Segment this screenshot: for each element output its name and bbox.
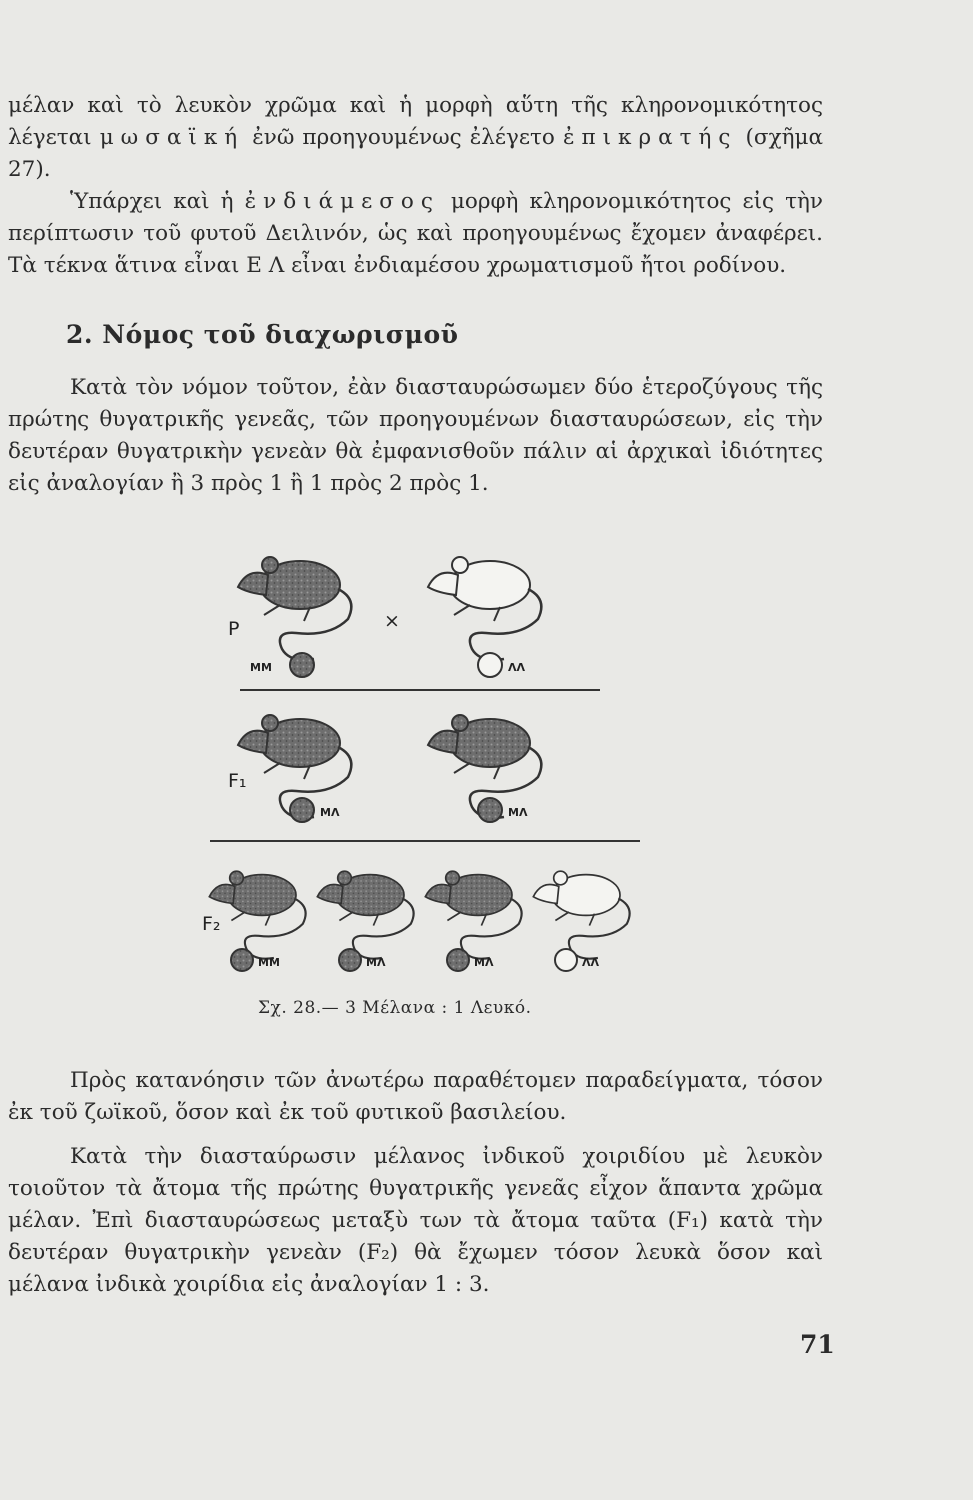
gamete-black-parent: [290, 653, 314, 677]
text-run: Κατὰ τὴν διασταύρωσιν μέλανος ἰνδικοῦ χοιριδίου μὲ λευκὸν τοιοῦτον τὰ ἄτομα τῆς πρώτης θυγατρικῆς γενεᾶς εἶχον ἅπαντα χρῶμα μέλαν. Ἐπὶ διασταυρώσεως μεταξὺ των τὰ ἄτομα ταῦτα (F₁) κατὰ τὴν δευτέραν θυγατρικὴν γενεὰν (F₂) θὰ ἔχωμεν τόσον λευκὰ ὅσον καὶ μέλανα ἰνδικὰ χοιρίδια εἰς ἀναλογίαν 1 : 3.: [8, 1144, 823, 1297]
black-mouse-f2-1: [209, 871, 305, 958]
black-mouse-f2-2: [317, 871, 413, 958]
spaced-term-intermediate: ἐνδιάμεσος: [244, 189, 440, 214]
gamete-f1-1: [290, 798, 314, 822]
genotype-f2-2: ΜΛ: [366, 956, 386, 969]
paragraph-2: [8, 186, 823, 282]
genotype-f1-1: ΜΛ: [320, 806, 340, 819]
text-run: μορφὴ κληρονομικότητος εἰς τὴν περίπτωσιν τοῦ φυτοῦ Δειλινόν, ὡς καὶ προηγουμένως ἔχομεν ἀναφέρει. Τὰ τέκνα ἅτινα εἶναι Ε Λ εἶναι ἐνδιαμέσου χρωματισμοῦ ἤτοι ροδίνου.: [8, 189, 823, 278]
gamete-f2-4: [555, 949, 577, 971]
genotype-f2-3: ΜΛ: [474, 956, 494, 969]
genotype-parent-white: ΛΛ: [508, 661, 526, 674]
gamete-f2-3: [447, 949, 469, 971]
label-f1: F₁: [228, 770, 247, 792]
genotype-f1-2: ΜΛ: [508, 806, 528, 819]
f2-generation: [202, 871, 630, 971]
text-run: Πρὸς κατανόησιν τῶν ἀνωτέρω παραθέτομεν παραδείγματα, τόσον ἐκ τοῦ ζωϊκοῦ, ὅσον καὶ ἐκ τοῦ φυτικοῦ βασιλείου.: [8, 1068, 823, 1125]
white-mouse-f2-4: [533, 871, 629, 958]
genotype-f2-4: ΛΛ: [582, 956, 600, 969]
mendel-cross-figure: [200, 545, 660, 975]
gamete-f2-1: [231, 949, 253, 971]
text-run: Κατὰ τὸν νόμον τοῦτον, ἐὰν διασταυρώσωμεν δύο ἑτεροζύγους τῆς πρώτης θυγατρικῆς γενεᾶς, τῶν προηγουμένων διασταυρώσεων, εἰς τὴν δευτέραν θυγατρικὴν γενεὰν θὰ ἐμφανισθοῦν πάλιν αἱ ἀρχικαὶ ἰδιότητες εἰς ἀναλογίαν ἢ 3 πρὸς 1 ἢ 1 πρὸς 2 πρὸς 1.: [8, 375, 823, 496]
label-p: P: [228, 618, 240, 640]
genotype-parent-black: MM: [250, 661, 272, 674]
paragraph-5: [8, 1141, 823, 1301]
spaced-term-mosaic: μωσαϊκή: [99, 125, 245, 150]
figure-caption: Σχ. 28.— 3 Μέλανα : 1 Λευκό.: [258, 998, 532, 1018]
spaced-term-dominant: ἐπικρατής: [562, 125, 738, 150]
paragraph-4: [8, 1065, 823, 1129]
paragraph-1: [8, 90, 823, 186]
gamete-f1-2: [478, 798, 502, 822]
gamete-f2-2: [339, 949, 361, 971]
f1-generation: [210, 715, 640, 841]
text-run: ἐνῶ προηγουμένως ἐλέγετο: [244, 125, 563, 150]
section-heading: 2. Νόμος τοῦ διαχωρισμοῦ: [66, 320, 459, 349]
black-mouse-parent: [238, 557, 351, 660]
paragraph-3: [8, 372, 823, 500]
genotype-f2-1: MM: [258, 956, 280, 969]
text-run: Ὑπάρχει καὶ ἡ: [70, 189, 245, 214]
gamete-white-parent: [478, 653, 502, 677]
text-run: (σχῆμα 27).: [8, 125, 823, 182]
black-mouse-f2-3: [425, 871, 521, 958]
page-number: 71: [800, 1330, 835, 1359]
p-generation: [228, 557, 600, 690]
text-run: μέλαν καὶ τὸ λευκὸν χρῶμα καὶ ἡ μορφὴ αὕτη τῆς κληρονομικότητος λέγεται: [8, 93, 823, 150]
cross-symbol: ×: [384, 610, 400, 632]
white-mouse-parent: [428, 557, 541, 660]
label-f2: F₂: [202, 913, 221, 935]
